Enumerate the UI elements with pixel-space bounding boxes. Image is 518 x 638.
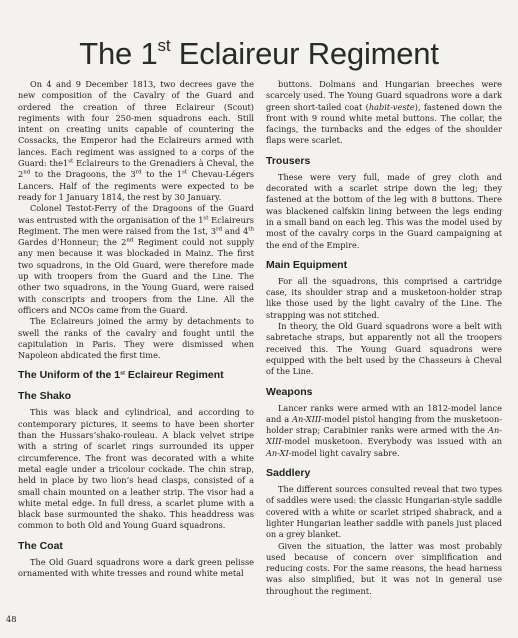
paragraph: For all the squadrons, this comprised a cartridge case, its shoulder strap and a musketoon-holder strap like those used by the light cavalry of the Line. The strapping was not stitched. bbox=[266, 275, 502, 320]
page-number: 48 bbox=[6, 614, 17, 624]
page-title bbox=[0, 38, 518, 69]
section-heading: The Coat bbox=[18, 539, 63, 552]
paragraph: These were very full, made of grey cloth and decorated with a scarlet stripe down the leg; they fastened at the bottom of the leg with 8 buttons. There was blackened calfskin lining between the legs ending in a small band on each leg. This was the model used by most of the cavalry corps in the Guard campaigning at the end of the Empire. bbox=[266, 171, 502, 250]
left-column bbox=[18, 79, 254, 579]
paragraph: buttons. Dolmans and Hungarian breeches were scarcely used. The Young Guard squadrons wore a dark green short-tailed coat (habit-veste), fastened down the front with 9 round white metal buttons. The collar, the facings, the turnbacks and the edges of the shoulder flaps were scarlet. bbox=[266, 79, 502, 146]
paragraph: In theory, the Old Guard squadrons wore a belt with sabretache straps, but apparently not all the troopers received this. The Young Guard squadrons were equipped with the belt used by the Chasseurs à Cheval of the Line. bbox=[266, 321, 502, 377]
paragraph: The Eclaireurs joined the army by detachments to swell the ranks of the cavalry and fought until the capitulation in Paris. They were dismissed when Napoleon abdicated the first time. bbox=[18, 316, 254, 361]
paragraph: Colonel Testot-Ferry of the Dragoons of the Guard was entrusted with the organisation of the 1st Eclaireurs Regiment. The men were raised from the 1st, 3rd and 4th Gardes d’Honneur; the 2nd Regiment could not supply any men because it was blockaded in Mainz. The first two squadrons, in the Old Guard, were therefore made up with troopers from the Guard and the Line. The other two squadrons, in the Young Guard, were raised with conscripts and troopers from the Line. All the officers and NCOs came from the Guard. bbox=[18, 203, 254, 315]
title-suffix: Eclaireur Regiment bbox=[170, 36, 439, 71]
section-heading: Saddlery bbox=[266, 467, 311, 480]
title-prefix: The 1 bbox=[79, 36, 158, 71]
paragraph: Lancer ranks were armed with an 1812-model lance and a An-XIII-model pistol hanging from the musketoon-holder strap; Carabinier ranks were armed with the An-XIII-model musketoon. Everybody was issued with an An-XI-model light cavalry sabre. bbox=[266, 402, 502, 458]
section-heading: Trousers bbox=[266, 154, 311, 167]
paragraph: The Old Guard squadrons wore a dark green pelisse ornamented with white tresses and round white metal bbox=[18, 556, 254, 578]
right-column bbox=[266, 79, 502, 597]
title-superscript: st bbox=[157, 36, 171, 55]
section-heading: Weapons bbox=[266, 385, 313, 398]
section-heading: Main Equipment bbox=[266, 258, 348, 271]
paragraph: On 4 and 9 December 1813, two decrees gave the new composition of the Cavalry of the Guard and ordered the creation of three Eclaireur (Scout) regiments with four 250-men squadrons each. Still intent on creating units capable of countering the Cossacks, the Emperor had the Eclaireurs armed with lances. Each regiment was assigned to a corps of the Guard: the1st Eclaireurs to the Grenadiers à Cheval, the 2nd to the Dragoons, the 3rd to the 1st Chevau-Légers Lancers. Half of the regiments were expected to be ready for 1 January 1814, the rest by 30 January. bbox=[18, 79, 254, 202]
paragraph: This was black and cylindrical, and according to contemporary pictures, it seems to have been shorter than the Hussars’shako-rouleau. A black velvet stripe with a string of scarlet rings surrounded its upper circumference. The front was decorated with a white metal eagle under a tricolour cockade. The chin strap, held in place by two lion’s head clasps, consisted of a small chain mounted on a leather strip. The visor had a white metal edge. In full dress, a scarlet plume with a black base surmounted the shako. This headdress was common to both Old and Young Guard squadrons. bbox=[18, 407, 254, 531]
section-heading: The Uniform of the 1st Eclaireur Regiment bbox=[18, 369, 224, 382]
section-heading: The Shako bbox=[18, 390, 72, 403]
paragraph: The different sources consulted reveal that two types of saddles were used: the classic Hungarian-style saddle covered with a white or scarlet striped shabrack, and a lighter Hungarian leather saddle with panels just placed on a grey blanket. bbox=[266, 484, 502, 540]
paragraph: Given the situation, the latter was most probably used because of concern over simplification and reducing costs. For the same reasons, the head harness was also simplified, but it was not in general use throughout the regiment. bbox=[266, 540, 502, 596]
